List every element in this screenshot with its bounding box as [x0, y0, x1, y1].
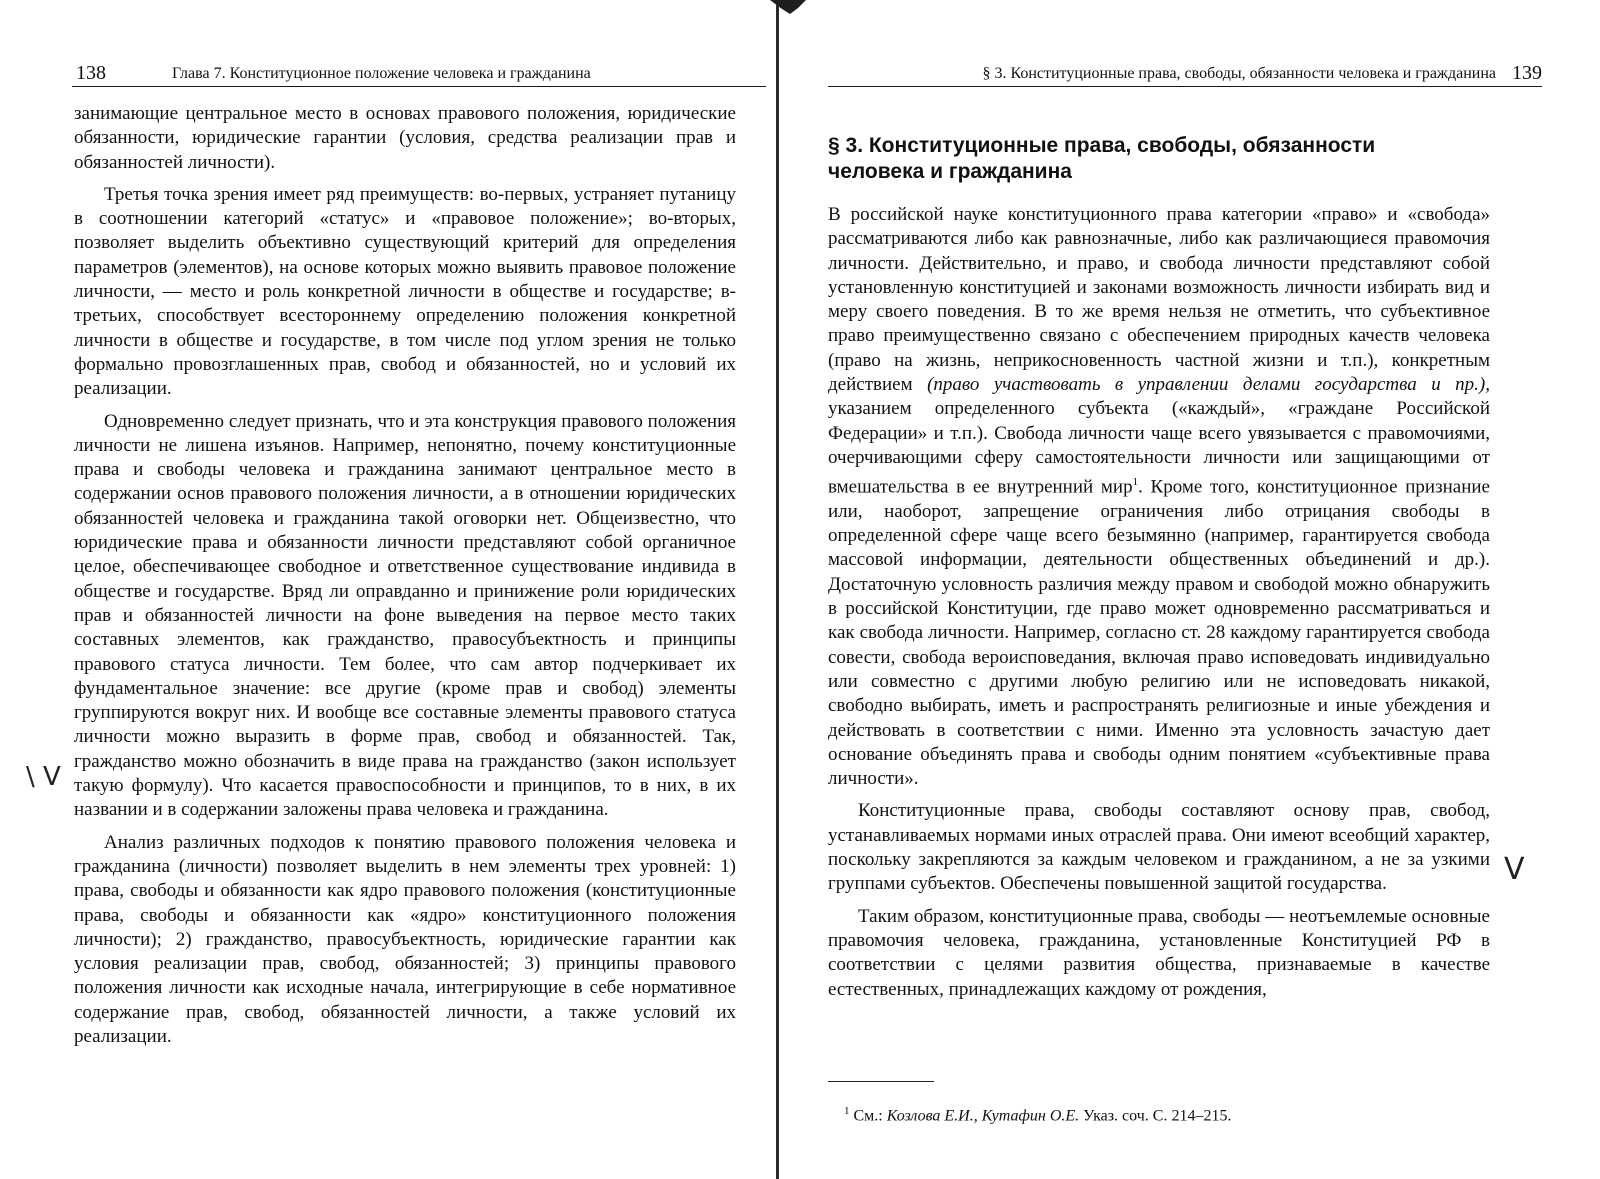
right-running-head: [828, 60, 1542, 87]
paragraph: [828, 203, 1490, 791]
text-run: В российской науке конституционного права категории «право» и «свобода» рассматриваются либо как равнозначные, либо как различающиеся правомочия личности. Действительно, и право, и свобода личности представляют собой установленную конституцией и законами возможность личности избирать вид и меру своего поведения. В то же время нельзя не отметить, что субъективное право преимущественно связано с обеспечением природных качеств человека (право на жизнь, неприкосновенность частной жизни и т.п.), конкретным действием: [828, 204, 1490, 396]
footnote-reference[interactable]: 1: [1132, 476, 1139, 489]
footnote-source: Указ. соч. С. 214–215.: [1079, 1107, 1232, 1125]
handwritten-check-mark: V: [1504, 852, 1525, 887]
running-head-title: Глава 7. Конституционное положение человека и гражданина: [172, 65, 591, 82]
paragraph: Одновременно следует признать, что и эта конструкция правового положения личности не лишена изъянов. Например, непонятно, почему конституционные права и свободы человека и гражданина занимают центральное место в содержании основ правового положения личности, а в отношении юридических обязанностей человека и гражданина такой оговорки нет. Общеизвестно, что юридические права и обязанности личности представляют собой органичное целое, обеспечивающее свободное и ответственное существование индивида в обществе и государстве. Вряд ли оправданно и принижение роли юридических прав и обязанностей личности на фоне выведения на первое место таких составных элементов, как гражданство, правосубъектность и принципы правового статуса личности. Тем более, что сам автор подчеркивает их фундаментальное значение: все другие (кроме прав и свобод) элементы группируются вокруг них. И вообще все составные элементы правового статуса личности можно выразить в форме прав, свобод и обязанностей. Так, гражданство можно обозначить в виде права на гражданство (закон использует такую формулу). Что касается правоспособности и принципов, то в них, в их названии и в содержании заложены права человека и гражданина.: [74, 410, 736, 821]
footnote-divider: [828, 1081, 934, 1082]
running-head-title: § 3. Конституционные права, свободы, обязанности человека и гражданина: [982, 65, 1496, 82]
paragraph: Конституционные права, свободы составляют основу прав, свобод, устанавливаемых нормами иных отраслей права. Они имеют всеобщий характер, поскольку закрепляются за каждым человеком и гражданином, а не за узкими группами субъектов. Обеспечены повышенной защитой государства.: [828, 800, 1490, 895]
paragraph: Таким образом, конституционные права, свободы — неотъемлемые основные правомочия человека, гражданина, установленные Конституцией РФ в соответствии с целями развития общества, признаваемые в качестве естественных, принадлежащих каждому от рождения,: [828, 905, 1490, 1000]
handwritten-check-mark: \ V: [26, 762, 61, 792]
left-body-text: [74, 102, 736, 1057]
page-number: 139: [1512, 62, 1542, 84]
paragraph: Анализ различных подходов к понятию правового положения человека и гражданина (личности) позволяет выделить в нем элементы трех уровней: 1) права, свободы и обязанности как ядро правового положения (конституционные права, свободы и обязанности как «ядро» конституционного положения личности); 2) гражданство, правосубъектность, юридические гарантии как условия реализации прав, свобод, обязанностей; 3) принципы правового положения личности как исходные начала, интегрирующие в себе нормативное содержание прав, свобод, обязанностей личности, а также условий их реализации.: [74, 831, 736, 1047]
footnote: [844, 1100, 1231, 1127]
text-run: указанием определенного субъекта («каждый», «граждане Российской Федерации» и т.п.). Свобода личности чаще всего увязывается с правомочиями, очерчивающими сферу самостоятельности личности или защищающими от вмешательства в ее внутренний мир: [828, 398, 1490, 498]
section-heading: § 3. Конституционные права, свободы, обязанности человека и гражданина: [828, 134, 1376, 183]
page-number: 138: [76, 62, 106, 84]
text-run: . Кроме того, конституционное признание или, наоборот, запрещение ограничения либо отрицания свободы в определенной сфере чаще всего безымянно (например, гарантируется свобода массовой информации, деятельности общественных объединений и др.). Достаточную условность различия между правом и свободой можно обнаружить в российской Конституции, где право может одновременно рассматриваться и как свобода личности. Например, согласно ст. 28 каждому гарантируется свобода совести, свобода вероисповедания, включая право исповедовать индивидуально или совместно с другими любую религию или не исповедовать никакой, свободно выбирать, иметь и распространять религиозные и иные убеждения и действовать в соответствии с ними. Именно эта условность зачастую дает основание объединять права и свободы одним понятием «субъективные права личности».: [828, 476, 1490, 790]
left-running-head: [72, 60, 766, 87]
paragraph: Третья точка зрения имеет ряд преимуществ: во-первых, устраняет путаницу в соотношении категорий «статус» и «правовое положение»; во-вторых, позволяет выделить объективно существующий критерий для определения параметров (элементов), на основе которых можно выявить правовое положение личности, — место и роль конкретной личности в обществе и государстве; в-третьих, способствует всестороннему определению положения конкретной личности в обществе и государстве, в том числе под углом зрения не только формально провозглашенных прав, свобод и обязанностей, но и условий их реализации.: [74, 183, 736, 400]
footnote-prefix: См.:: [853, 1107, 887, 1125]
paragraph: занимающие центральное место в основах правового положения, юридические обязанности, юридические гарантии (условия, средства реализации прав и обязанностей личности).: [74, 103, 736, 173]
left-page: [0, 0, 790, 1179]
right-page: [800, 0, 1600, 1179]
footnote-authors: Козлова Е.И., Кутафин О.Е.: [886, 1107, 1080, 1125]
right-body-text: [828, 203, 1490, 1010]
footnote-marker: 1: [844, 1105, 850, 1117]
italic-text-run: (право участвовать в управлении делами государства и пр.),: [927, 374, 1490, 396]
